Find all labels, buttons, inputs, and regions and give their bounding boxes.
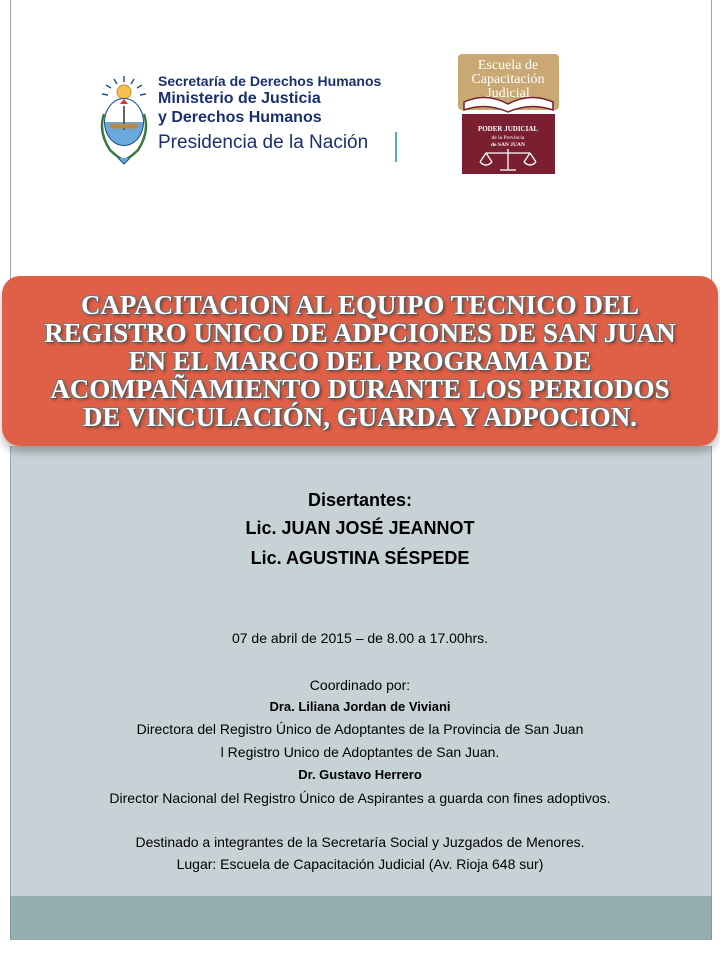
header-area xyxy=(10,0,712,300)
escuela-logo-line-6: de SAN JUAN xyxy=(491,142,525,148)
coordinator-2-role: Director Nacional del Registro Único de Aspirantes a guarda con fines adoptivos. xyxy=(109,790,611,806)
location-text: Lugar: Escuela de Capacitación Judicial (Av. Rioja 648 sur) xyxy=(176,856,544,872)
audience-text: Destinado a integrantes de la Secretaría Social y Juzgados de Menores. xyxy=(135,834,585,850)
title-banner xyxy=(2,276,718,446)
government-logo xyxy=(96,72,406,172)
coordinator-1-name: Dra. Liliana Jordan de Viviani xyxy=(269,699,451,714)
speaker-2: Lic. AGUSTINA SÉSPEDE xyxy=(250,548,470,568)
event-date: 07 de abril de 2015 – de 8.00 a 17.00hrs. xyxy=(231,630,489,646)
coordination-heading: Coordinado por: xyxy=(309,677,411,693)
government-logo-text xyxy=(158,74,381,152)
gov-logo-line-3: y Derechos Humanos xyxy=(158,109,322,126)
coordinator-1-role-continued: l Registro Unico de Adoptantes de San Juan. xyxy=(220,744,500,760)
gov-logo-line-1: Secretaría de Derechos Humanos xyxy=(158,73,382,89)
escuela-logo-line-3: Judicial xyxy=(486,86,530,101)
coordinator-1-role: Directora del Registro Único de Adoptantes de la Provincia de San Juan xyxy=(136,721,584,737)
gov-logo-divider xyxy=(395,132,397,162)
gov-logo-line-2: Ministerio de Justicia xyxy=(158,90,321,107)
footer-band xyxy=(10,896,712,940)
escuela-logo-line-4: PODER JUDICIAL xyxy=(477,125,539,133)
escuela-logo-line-1: Escuela de xyxy=(477,58,539,73)
content-area xyxy=(10,446,712,896)
coordinator-2-name: Dr. Gustavo Herrero xyxy=(298,767,422,782)
argentina-coat-of-arms-icon xyxy=(96,74,152,166)
escuela-logo-graphic xyxy=(456,52,561,177)
escuela-logo-line-2: Capacitación xyxy=(471,72,545,87)
bottom-strip xyxy=(10,940,710,960)
speaker-1: Lic. JUAN JOSÉ JEANNOT xyxy=(245,518,475,538)
page-title: CAPACITACION AL EQUIPO TECNICO DEL REGISTRO UNICO DE ADPCIONES DE SAN JUAN EN EL MARCO DEL PROGRAMA DE ACOMPAÑAMIENTO DURANTE LOS PERIODOS DE VINCULACIÓN, GUARDA Y ADPOCION. xyxy=(44,290,676,432)
speakers-heading: Disertantes: xyxy=(307,490,413,510)
escuela-logo-line-5: de la Provincia xyxy=(491,135,525,141)
escuela-logo xyxy=(456,52,561,177)
gov-logo-line-4: Presidencia de la Nación xyxy=(158,132,369,153)
